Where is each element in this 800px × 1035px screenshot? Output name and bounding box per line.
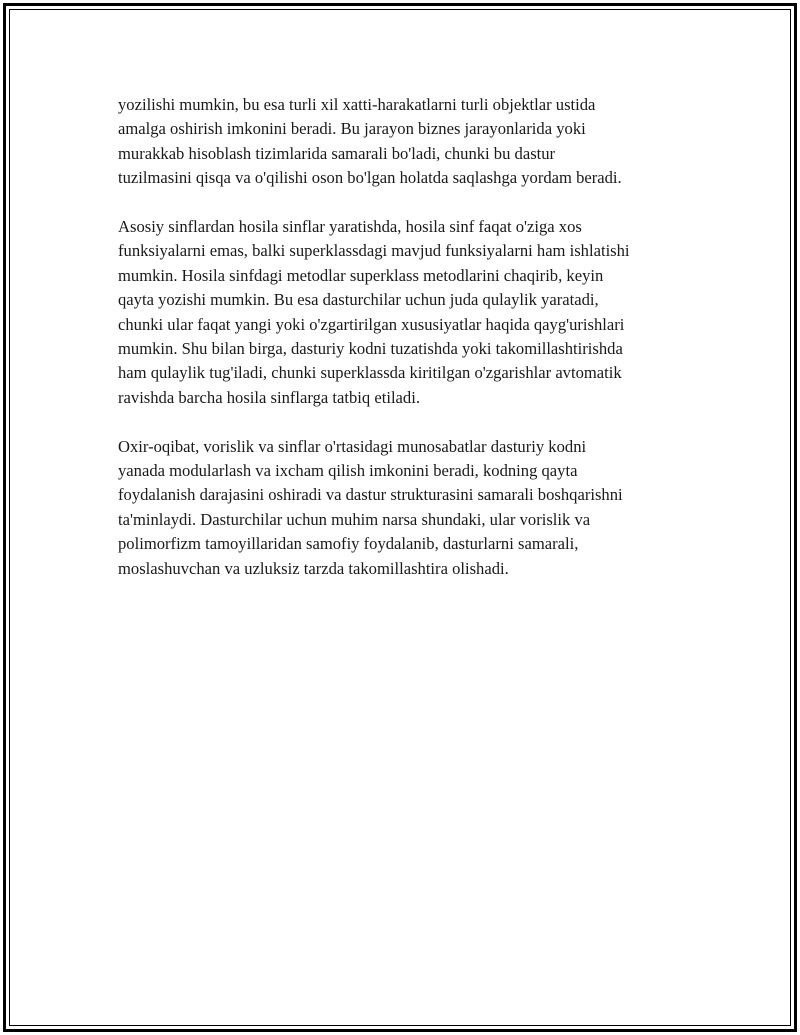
document-body (118, 93, 698, 605)
text-line: ham qulaylik tug'iladi, chunki superklassda kiritilgan o'zgarishlar avtomatik (118, 363, 622, 383)
text-line: Asosiy sinflardan hosila sinflar yaratishda, hosila sinf faqat o'ziga xos (118, 217, 582, 237)
text-line: murakkab hisoblash tizimlarida samarali bo'ladi, chunki bu dastur (118, 143, 556, 163)
paragraph-2 (118, 215, 698, 410)
paragraph-3 (118, 435, 698, 581)
text-line: yanada modularlash va ixcham qilish imkonini beradi, kodning qayta (118, 461, 578, 481)
text-line: tuzilmasini qisqa va o'qilishi oson bo'lgan holatda saqlashga yordam beradi. (118, 168, 622, 188)
text-line: qayta yozishi mumkin. Bu esa dasturchilar uchun juda qulaylik yaratadi, (118, 290, 599, 310)
text-line: yozilishi mumkin, bu esa turli xil xatti-harakatlarni turli objektlar ustida (118, 95, 596, 114)
text-line: ta'minlaydi. Dasturchilar uchun muhim narsa shundaki, ular vorislik va (118, 509, 591, 529)
text-line: chunki ular faqat yangi yoki o'zgartirilgan xususiyatlar haqida qayg'urishlari (118, 314, 625, 334)
text-line: amalga oshirish imkonini beradi. Bu jarayon biznes jarayonlarida yoki (118, 119, 586, 139)
text-line: mumkin. Hosila sinfdagi metodlar superklass metodlarini chaqirib, keyin (118, 265, 604, 285)
text-line: polimorfizm tamoyillaridan samofiy foydalanib, dasturlarni samarali, (118, 534, 579, 554)
text-line: Oxir-oqibat, vorislik va sinflar o'rtasidagi munosabatlar dasturiy kodni (118, 436, 587, 456)
text-line: funksiyalarni emas, balki superklassdagi mavjud funksiyalarni ham ishlatishi (118, 241, 630, 261)
text-line: ravishda barcha hosila sinflarga tatbiq etiladi. (118, 387, 420, 407)
text-line: moslashuvchan va uzluksiz tarzda takomillashtira olishadi. (118, 558, 509, 578)
paragraph-1 (118, 93, 698, 191)
text-line: mumkin. Shu bilan birga, dasturiy kodni tuzatishda yoki takomillashtirishda (118, 339, 623, 359)
text-line: foydalanish darajasini oshiradi va dastur strukturasini samarali boshqarishni (118, 485, 623, 505)
